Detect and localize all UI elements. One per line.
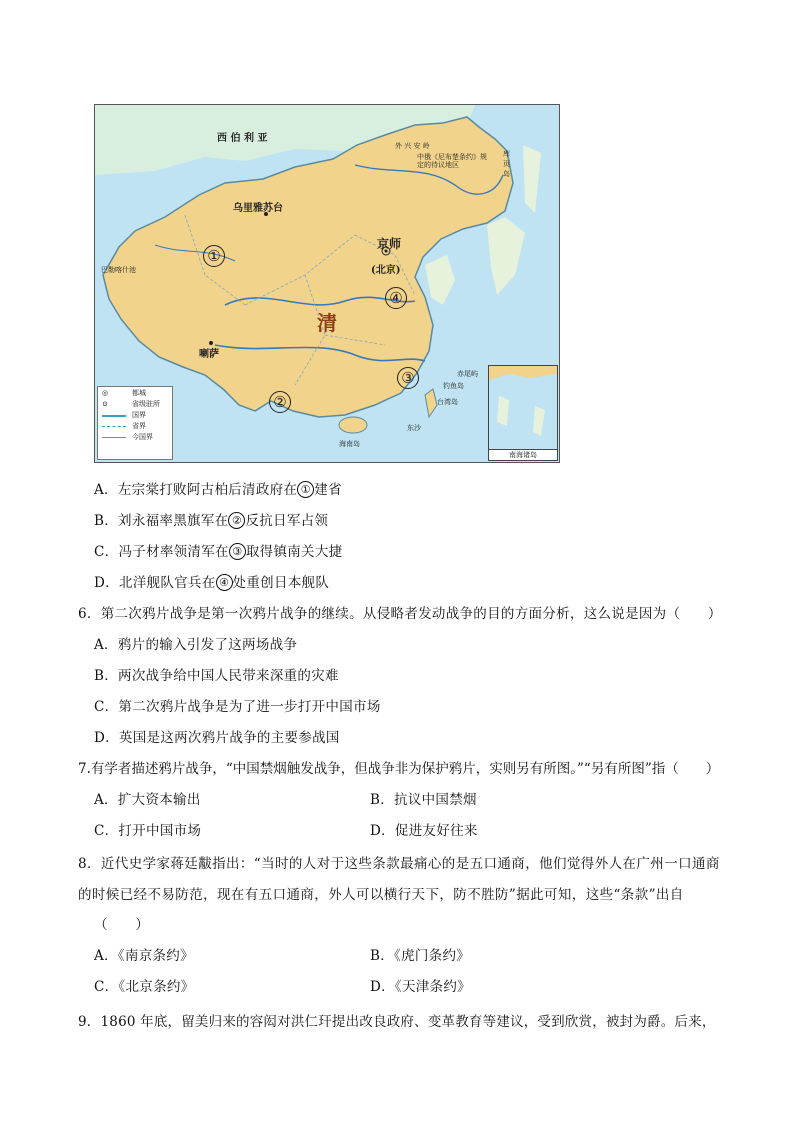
q7-option-a: A．扩大资本输出 [94,792,201,808]
q7-option-c: C．打开中国市场 [94,823,202,839]
south-china-sea-inset [488,365,558,461]
diaoyu-label: 钓鱼岛 [443,382,464,390]
q7-option-d: D．促进友好往来 [370,823,478,839]
province-line-icon [102,422,132,430]
q5-option-c: C．冯子材率领清军在 ③ 取得镇南关大捷 [94,544,343,560]
q5-option-a: A．左宗棠打败阿古柏后清政府在 ① 建省 [94,482,342,498]
hainan-label: 海南岛 [339,440,360,448]
marker-4: ④ [385,287,407,309]
legend-provincial-seat: ⊙ 省级驻所 [102,399,160,408]
legend-national-border: 国界 [98,409,172,420]
historical-map [94,104,560,463]
legend-provincial-border: 省界 [98,420,172,431]
q6-stem: 6．第二次鸦片战争是第一次鸦片战争的继续。从侵略者发动战争的目的方面分析，这么说是因为（ ） [78,606,722,622]
marker-3: ③ [397,367,419,389]
taiwan-label: 台湾岛 [437,398,458,406]
border-line-icon [102,411,132,419]
balkhash-label: 巴勒喀什池 [101,266,136,274]
q7-stem: 7.有学者描述鸦片战争，“中国禁烟触发战争，但战争非为保护鸦片，实则另有所图。”“另有所图”指（ ） [78,761,720,777]
q8-option-b: B．《虎门条约》 [370,948,471,964]
q8-stem-line-2: 的时候已经不易防范，现在有五口通商，外人可以横行天下，防不胜防”据此可知，这些“条款”出自 [78,887,684,903]
qing-label: 清 [317,311,337,335]
q5-option-d: D．北洋舰队官兵在 ④ 处重创日本舰队 [94,575,330,591]
q6-option-c: C．第二次鸦片战争是为了进一步打开中国市场 [94,699,381,715]
inset-caption: 南海诸岛 [489,449,557,460]
treaty-note-label: 中俄《尼布楚条约》规定的待议地区 [417,153,487,169]
q8-option-d: D．《天津条约》 [370,979,471,995]
q9-stem: 9．1860 年底，留美归来的容闳对洪仁玕提出改良政府、变革教育等建议，受到欣赏，被封为爵。后来， [78,1014,716,1030]
q6-option-d: D．英国是这两次鸦片战争的主要参战国 [94,730,340,746]
chiwei-label: 赤尾屿 [457,370,478,378]
seat-symbol-icon: ⊙ [102,399,108,408]
q8-stem-line-1: 8．近代史学家蒋廷黻指出：“当时的人对于这些条款最痛心的是五口通商，他们觉得外人在广州一口通商 [78,856,720,872]
q8-option-c: C．《北京条约》 [94,979,195,995]
q7-option-b: B．抗议中国禁烟 [370,792,477,808]
lhasa-label: 喇萨 [199,349,219,360]
q8-option-a: A．《南京条约》 [94,948,194,964]
marker-2: ② [269,391,291,413]
marker-1: ① [203,245,225,267]
dongsha-label: 东沙 [407,424,421,432]
capital-symbol-icon: ◎ [102,388,109,397]
legend-modern-border: 今国界 [98,431,172,442]
q5-option-b: B．刘永福率黑旗军在 ② 反抗日军占领 [94,513,329,529]
q6-option-a: A．鸦片的输入引发了这两场战争 [94,637,298,653]
urga-label: 乌里雅苏台 [233,203,283,214]
q6-option-b: B．两次战争给中国人民带来深重的灾难 [94,668,339,684]
inset-graphic [489,366,557,460]
map-legend [97,386,173,460]
legend-capital: ◎ 都城 [102,388,146,397]
beijing-label: (北京) [371,265,401,276]
capital-label: 京师 [377,237,402,251]
q8-stem-line-3: （ ） [94,917,150,933]
kuye-island-label: 库页岛 [503,150,510,178]
siberia-label: 西 伯 利 亚 [217,133,268,144]
modern-border-line-icon [102,433,132,441]
waixinganling-label: 外 兴 安 岭 [395,142,430,150]
